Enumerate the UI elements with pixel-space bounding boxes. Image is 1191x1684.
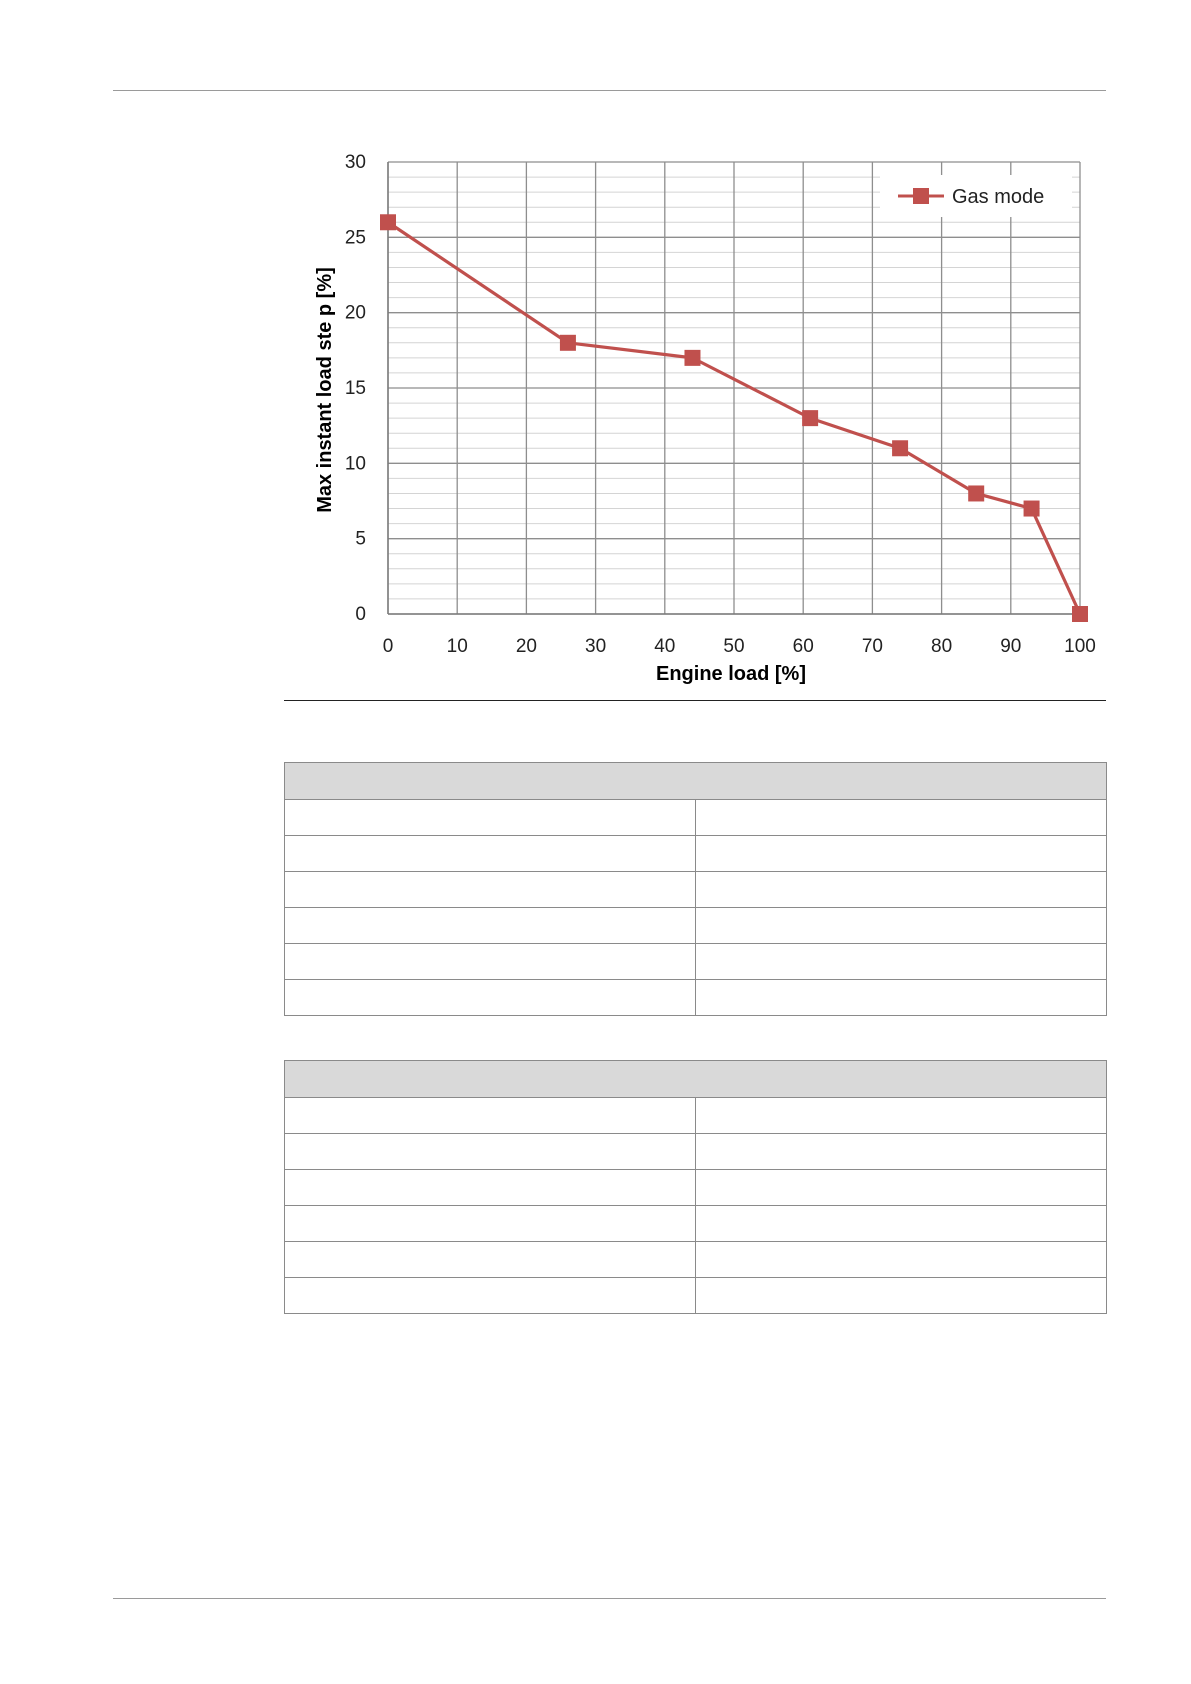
table-row [285, 800, 1107, 836]
y-tick-label: 15 [344, 378, 366, 399]
x-tick-label: 20 [515, 636, 537, 657]
table-row [285, 908, 1107, 944]
table-cell [696, 872, 1107, 908]
table-cell [696, 944, 1107, 980]
table-header-cell [285, 763, 1107, 800]
y-tick-label: 0 [355, 604, 366, 625]
footer-rule [113, 1598, 1106, 1599]
table-cell [285, 1278, 696, 1314]
line-chart [284, 140, 1106, 700]
table-row [285, 944, 1107, 980]
table-cell [285, 1170, 696, 1206]
table-row [285, 1206, 1107, 1242]
y-tick-label: 20 [344, 302, 366, 324]
data-point [1024, 501, 1040, 517]
y-tick-label: 30 [344, 152, 366, 173]
table-header-row [285, 1061, 1107, 1098]
x-tick-label: 90 [1000, 636, 1022, 657]
table-header-cell [285, 1061, 1107, 1098]
grid-lines [388, 162, 1080, 614]
legend-label: Gas mode [952, 186, 1045, 208]
table-row [285, 1134, 1107, 1170]
x-tick-label: 100 [1064, 636, 1096, 657]
data-point [380, 214, 396, 230]
table-cell [696, 1278, 1107, 1314]
data-point [892, 440, 908, 456]
data-point [1072, 606, 1088, 622]
x-tick-label: 10 [446, 636, 468, 657]
x-tick-label: 70 [861, 636, 883, 657]
data-point [968, 485, 984, 501]
x-tick-label: 0 [382, 636, 394, 657]
x-tick-label: 50 [723, 636, 745, 657]
table-cell [285, 980, 696, 1016]
table-row [285, 1098, 1107, 1134]
table-cell [285, 1098, 696, 1134]
table-cell [696, 836, 1107, 872]
data-point [802, 410, 818, 426]
table-cell [696, 1206, 1107, 1242]
table-row [285, 1170, 1107, 1206]
table-cell [285, 872, 696, 908]
header-rule [113, 90, 1106, 91]
table-row [285, 980, 1107, 1016]
table-cell [696, 1098, 1107, 1134]
table-cell [285, 1134, 696, 1170]
table-cell [285, 800, 696, 836]
table-row [285, 836, 1107, 872]
x-axis-title: Engine load [%] [656, 663, 806, 685]
x-tick-label: 40 [654, 636, 676, 657]
table-cell [285, 836, 696, 872]
table-header-row [285, 763, 1107, 800]
table-cell [285, 1206, 696, 1242]
table-cell [696, 908, 1107, 944]
data-table-2 [284, 1060, 1107, 1314]
data-point [684, 350, 700, 366]
x-tick-label: 30 [585, 636, 607, 657]
table-row [285, 872, 1107, 908]
y-tick-label: 25 [344, 227, 366, 249]
table-cell [696, 980, 1107, 1016]
y-tick-label: 10 [344, 453, 366, 475]
table-row [285, 1278, 1107, 1314]
legend-marker-swatch [913, 188, 929, 204]
data-table-1 [284, 762, 1107, 1016]
table-row [285, 1242, 1107, 1278]
y-axis-title: Max instant load ste p [%] [314, 267, 336, 513]
table-cell [696, 800, 1107, 836]
data-point [560, 335, 576, 351]
table-cell [696, 1242, 1107, 1278]
table-cell [696, 1134, 1107, 1170]
table-cell [285, 1242, 696, 1278]
x-tick-label: 80 [931, 636, 953, 657]
legend [880, 175, 1072, 217]
x-tick-label: 60 [792, 636, 814, 657]
figure-rule [284, 700, 1106, 701]
table-cell [285, 944, 696, 980]
table-cell [285, 908, 696, 944]
y-tick-label: 5 [355, 528, 366, 550]
table-cell [696, 1170, 1107, 1206]
